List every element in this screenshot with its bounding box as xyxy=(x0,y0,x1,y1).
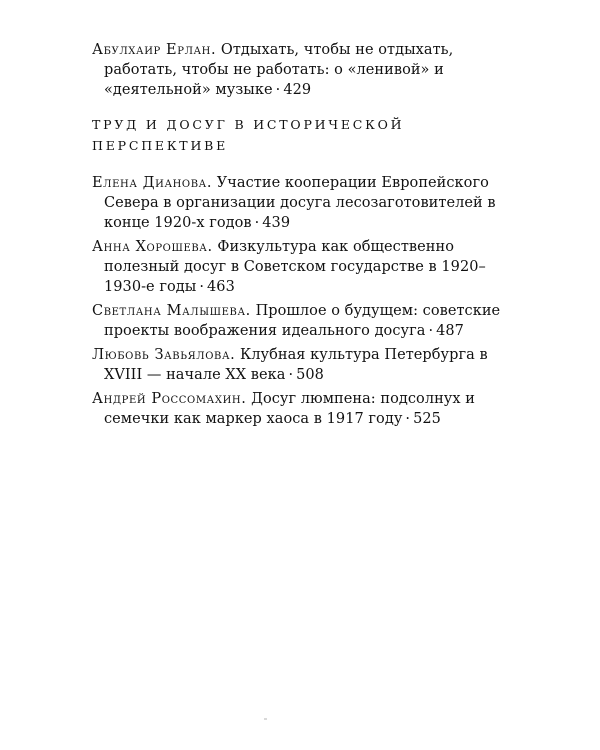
toc-entry-page: 487 xyxy=(436,323,464,339)
toc-entry-title: Участие кооперации Европейского Севера в организации досуга лесозаготовителей в конце 1920-х годов xyxy=(104,175,496,231)
toc-entry xyxy=(92,301,512,341)
toc-entry-separator: · xyxy=(275,82,281,98)
toc-entry-separator: · xyxy=(199,279,205,295)
toc-entry-author: Любовь Завьялова. xyxy=(92,347,236,363)
toc-entry-title: Прошлое о будущем: советские проекты воображения идеального досуга xyxy=(104,303,501,339)
toc-entry-title: Досуг люмпена: подсолнух и семечки как маркер хаоса в 1917 году xyxy=(104,391,475,427)
toc-entry-page: 508 xyxy=(296,367,324,383)
toc-entry-author: Абулхаир Ерлан. xyxy=(92,42,217,58)
toc-entry-page: 525 xyxy=(413,411,441,427)
toc-entry-title: Отдыхать, чтобы не отдыхать, работать, чтобы не работать: о «ленивой» и «деятельной» музыке xyxy=(104,42,454,98)
toc-entry-author: Андрей Россомахин. xyxy=(92,391,247,407)
toc-entry xyxy=(92,389,512,429)
table-of-contents xyxy=(92,40,512,433)
toc-entry-author: Анна Хорошева. xyxy=(92,239,213,255)
toc-entry-page: 439 xyxy=(262,215,291,231)
toc-entry-page: 429 xyxy=(283,82,312,98)
toc-entry-page: 463 xyxy=(207,279,235,295)
toc-entry xyxy=(92,40,512,100)
toc-entry xyxy=(92,345,512,385)
toc-entry-title: Физкультура как общественно полезный досуг в Советском государстве в 1920–1930-е годы xyxy=(104,239,486,295)
paper-speck xyxy=(264,718,267,720)
toc-entry-separator: · xyxy=(405,411,411,427)
toc-entry xyxy=(92,237,512,297)
toc-entry-author: Елена Дианова. xyxy=(92,175,213,191)
toc-entry xyxy=(92,173,512,233)
toc-entry-separator: · xyxy=(254,215,260,231)
toc-entry-separator: · xyxy=(428,323,434,339)
toc-entry-title: Клубная культура Петербурга в XVIII — начале XX века xyxy=(104,347,488,383)
toc-entry-separator: · xyxy=(288,367,294,383)
toc-entry-author: Светлана Малышева. xyxy=(92,303,251,319)
section-heading: ТРУД И ДОСУГ В ИСТОРИЧЕСКОЙ ПЕРСПЕКТИВЕ xyxy=(92,117,405,153)
